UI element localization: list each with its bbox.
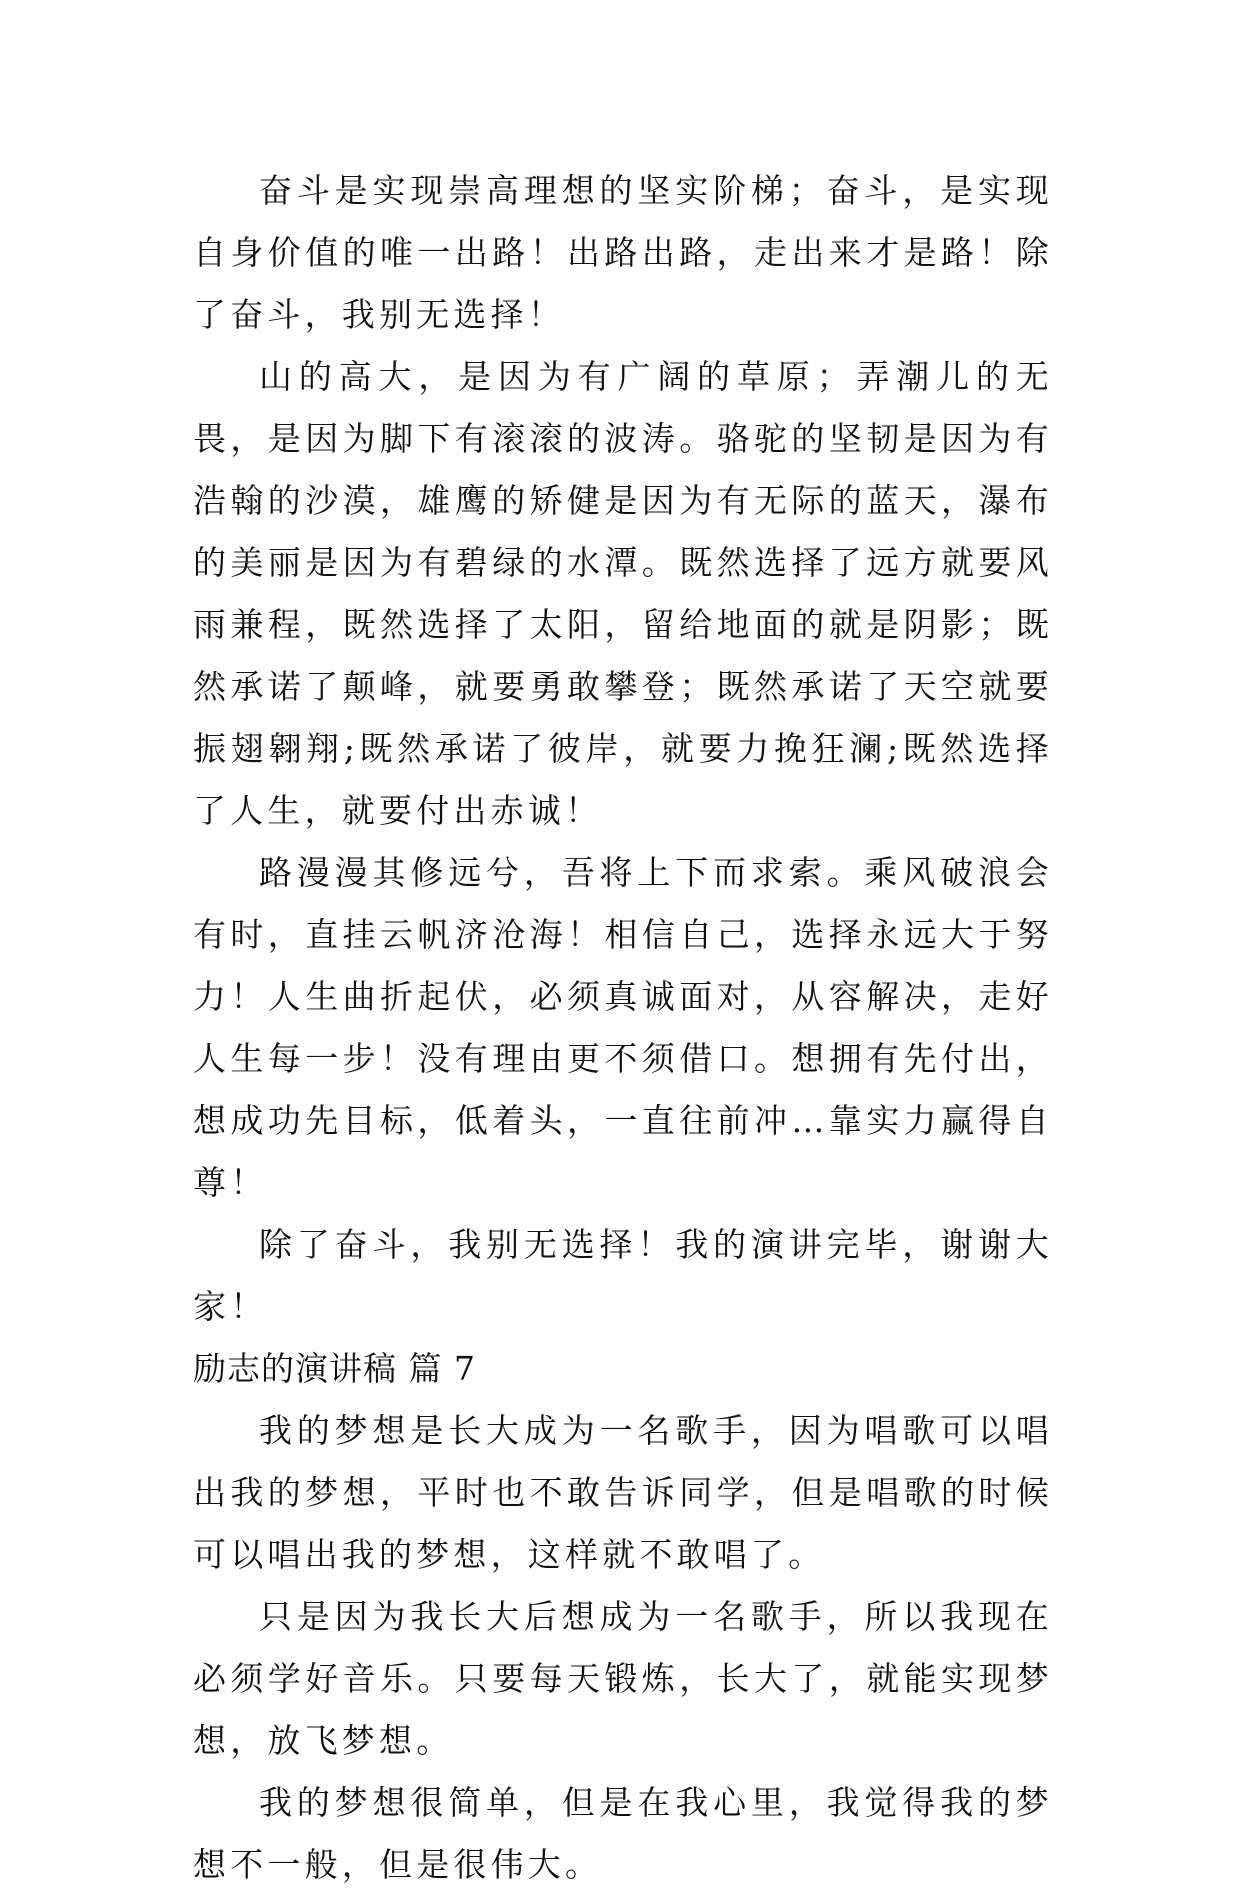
paragraph-closing: 除了奋斗，我别无选择！我的演讲完毕，谢谢大家！	[193, 1225, 1053, 1326]
paragraph-dream-singer: 我的梦想是长大成为一名歌手，因为唱歌可以唱出我的梦想，平时也不敢告诉同学，但是唱歌的时候可以唱出我的梦想，这样就不敢唱了。	[193, 1411, 1053, 1574]
paragraph-struggle: 奋斗是实现崇高理想的坚实阶梯；奋斗，是实现自身价值的唯一出路！出路出路，走出来才是路！除了奋斗，我别无选择！	[193, 171, 1053, 334]
paragraph-long-road: 路漫漫其修远兮，吾将上下而求索。乘风破浪会有时，直挂云帆济沧海！相信自己，选择永远大于努力！人生曲折起伏，必须真诚面对，从容解决，走好人生每一步！没有理由更不须借口。想拥有先付出，想成功先目标，低着头，一直往前冲…靠实力赢得自尊！	[193, 853, 1053, 1202]
paragraph-simple-dream: 我的梦想很简单，但是在我心里，我觉得我的梦想不一般，但是很伟大。	[193, 1783, 1053, 1884]
document-body	[193, 160, 1053, 1896]
paragraph-learn-music: 只是因为我长大后想成为一名歌手，所以我现在必须学好音乐。只要每天锻炼，长大了，就能实现梦想，放飞梦想。	[193, 1597, 1053, 1760]
paragraph-mountain: 山的高大，是因为有广阔的草原；弄潮儿的无畏，是因为脚下有滚滚的波涛。骆驼的坚韧是因为有浩翰的沙漠，雄鹰的矫健是因为有无际的蓝天，瀑布的美丽是因为有碧绿的水潭。既然选择了远方就要风雨兼程，既然选择了太阳，留给地面的就是阴影；既然承诺了颠峰，就要勇敢攀登；既然承诺了天空就要振翅翱翔;既然承诺了彼岸，就要力挽狂澜;既然选择了人生，就要付出赤诚！	[193, 357, 1053, 830]
section-heading: 励志的演讲稿 篇 7	[193, 1349, 476, 1388]
